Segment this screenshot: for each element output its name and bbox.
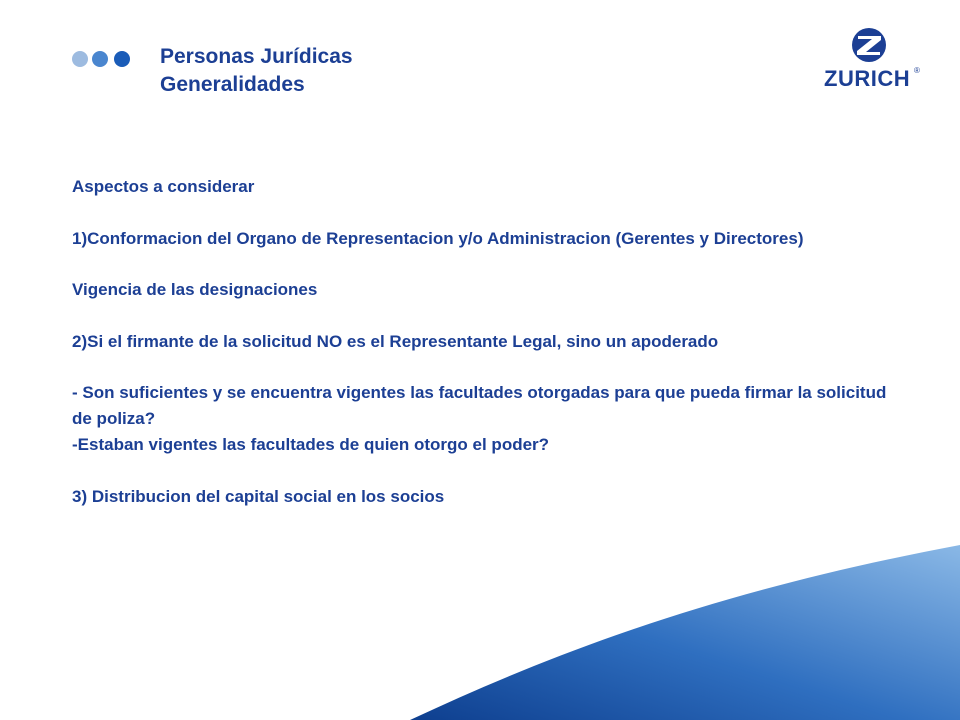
zurich-logo (818, 26, 928, 98)
body-item-3: 3) Distribucion del capital social en los socios (72, 486, 445, 506)
slide-title-line1: Personas Jurídicas (160, 45, 353, 68)
slide-title (160, 43, 353, 99)
registered-mark: ® (914, 66, 920, 75)
body-item-2: 2)Si el firmante de la solicitud NO es el Representante Legal, sino un apoderado (72, 331, 719, 351)
body-item-1: 1)Conformacion del Organo de Representacion y/o Administracion (Gerentes y Directores) (72, 228, 804, 248)
body-heading: Aspectos a considerar (72, 177, 255, 196)
decorative-dots (70, 47, 136, 71)
dot-light-icon (72, 51, 88, 67)
slide-body (72, 174, 892, 509)
logo-wordmark: ZURICH (824, 66, 911, 91)
dot-dark-icon (114, 51, 130, 67)
body-bullet-1: - Son suficientes y se encuentra vigentes las facultades otorgadas para que pueda firmar la solicitud de poliza? (72, 383, 887, 429)
zurich-z-icon (818, 26, 928, 66)
slide-title-line2: Generalidades (160, 73, 305, 96)
dot-mid-icon (92, 51, 108, 67)
body-bullet-2: -Estaban vigentes las facultades de quien otorgo el poder? (72, 434, 550, 454)
body-vigencia: Vigencia de las designaciones (72, 280, 318, 300)
